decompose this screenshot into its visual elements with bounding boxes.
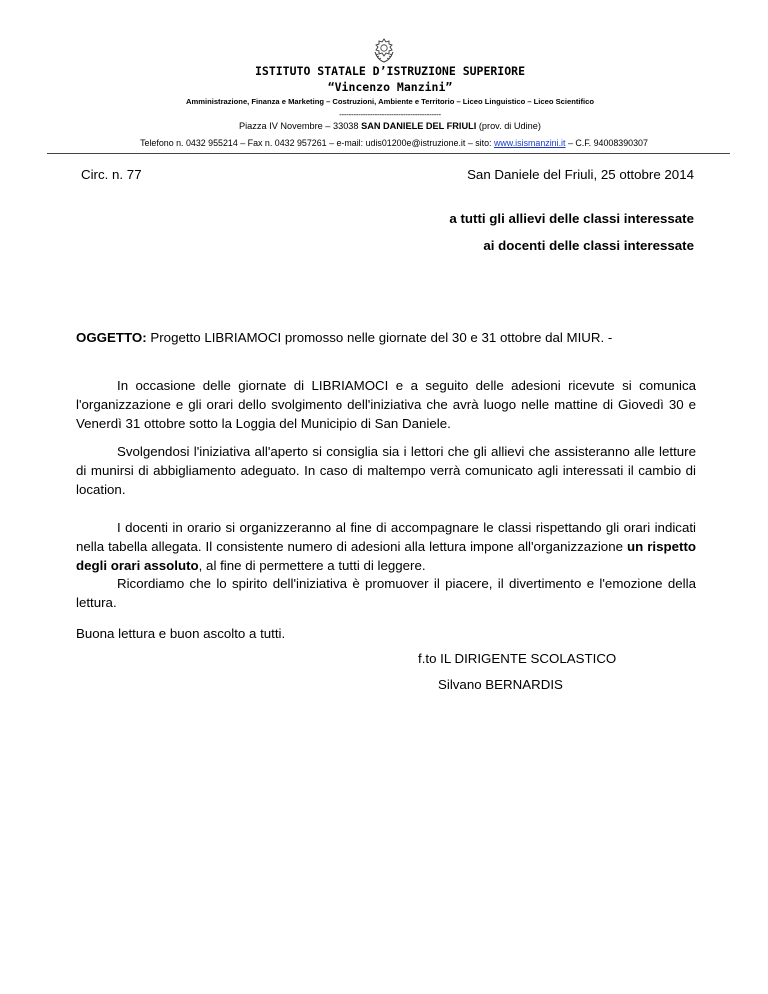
school-courses: Amministrazione, Finanza e Marketing – Costruzioni, Ambiente e Territorio – Liceo Linguistico – Liceo Scientifico bbox=[185, 97, 595, 106]
paragraph-1: In occasione delle giornate di LIBRIAMOCI e a seguito delle adesioni ricevute si comunica l'organizzazione e gli orari dello svolgimento dell'iniziativa che avrà luogo nelle mattine di Giovedì 30 e Venerdì 31 ottobre sotto la Loggia del Municipio di San Daniele. bbox=[76, 378, 696, 431]
paragraph-3: I docenti in orario si organizzeranno al fine di accompagnare le classi rispettando gli orari indicati nella tabella allegata. Il consistente numero di adesioni alla lettura impone all'organizzazione un rispetto degli orari assoluto, al fine di permettere a tutti di leggere. bbox=[76, 520, 697, 573]
website-link[interactable]: www.isismanzini.it bbox=[493, 138, 566, 148]
school-title: “Vincenzo Manzini” bbox=[327, 80, 453, 94]
recipient-students: a tutti gli allievi delle classi interessate bbox=[449, 211, 694, 226]
closing-line: Buona lettura e buon ascolto a tutti. bbox=[76, 626, 286, 641]
emphasis-text: un rispetto degli orari assoluto bbox=[76, 539, 697, 573]
school-address: Piazza IV Novembre – 33038 SAN DANIELE DEL FRIULI (prov. di Udine) bbox=[239, 121, 541, 131]
school-contacts: Telefono n. 0432 955214 – Fax n. 0432 957261 – e-mail: udis01200e@istruzione.it – sito: www.isismanzini.it – C.F. 94008390307 bbox=[140, 138, 648, 148]
school-city: SAN DANIELE DEL FRIULI bbox=[361, 121, 477, 131]
place-date: San Daniele del Friuli, 25 ottobre 2014 bbox=[467, 167, 694, 182]
signature-name: Silvano BERNARDIS bbox=[438, 677, 563, 692]
paragraph-2: Svolgendosi l'iniziativa all'aperto si consiglia sia i lettori che gli allievi che assisteranno alle letture di munirsi di abbigliamento adeguato. In caso di maltempo verrà comunicato agli interessati il cambio di location. bbox=[76, 444, 696, 497]
subject-label: OGGETTO: bbox=[76, 330, 147, 345]
circular-number: Circ. n. 77 bbox=[81, 167, 142, 182]
republic-emblem-icon bbox=[372, 38, 396, 64]
subject-text: Progetto LIBRIAMOCI promosso nelle giornate del 30 e 31 ottobre dal MIUR. - bbox=[146, 330, 613, 345]
header-divider bbox=[47, 153, 730, 154]
paragraph-4: Ricordiamo che lo spirito dell'iniziativa è promuover il piacere, il divertimento e l'emozione della lettura. bbox=[76, 576, 696, 610]
subject-line bbox=[76, 328, 696, 347]
recipient-teachers: ai docenti delle classi interessate bbox=[483, 238, 694, 253]
header-separator: ------------------------------------------- bbox=[339, 110, 441, 119]
signature-role: f.to IL DIRIGENTE SCOLASTICO bbox=[418, 651, 617, 666]
school-name: ISTITUTO STATALE D’ISTRUZIONE SUPERIORE bbox=[254, 64, 526, 78]
